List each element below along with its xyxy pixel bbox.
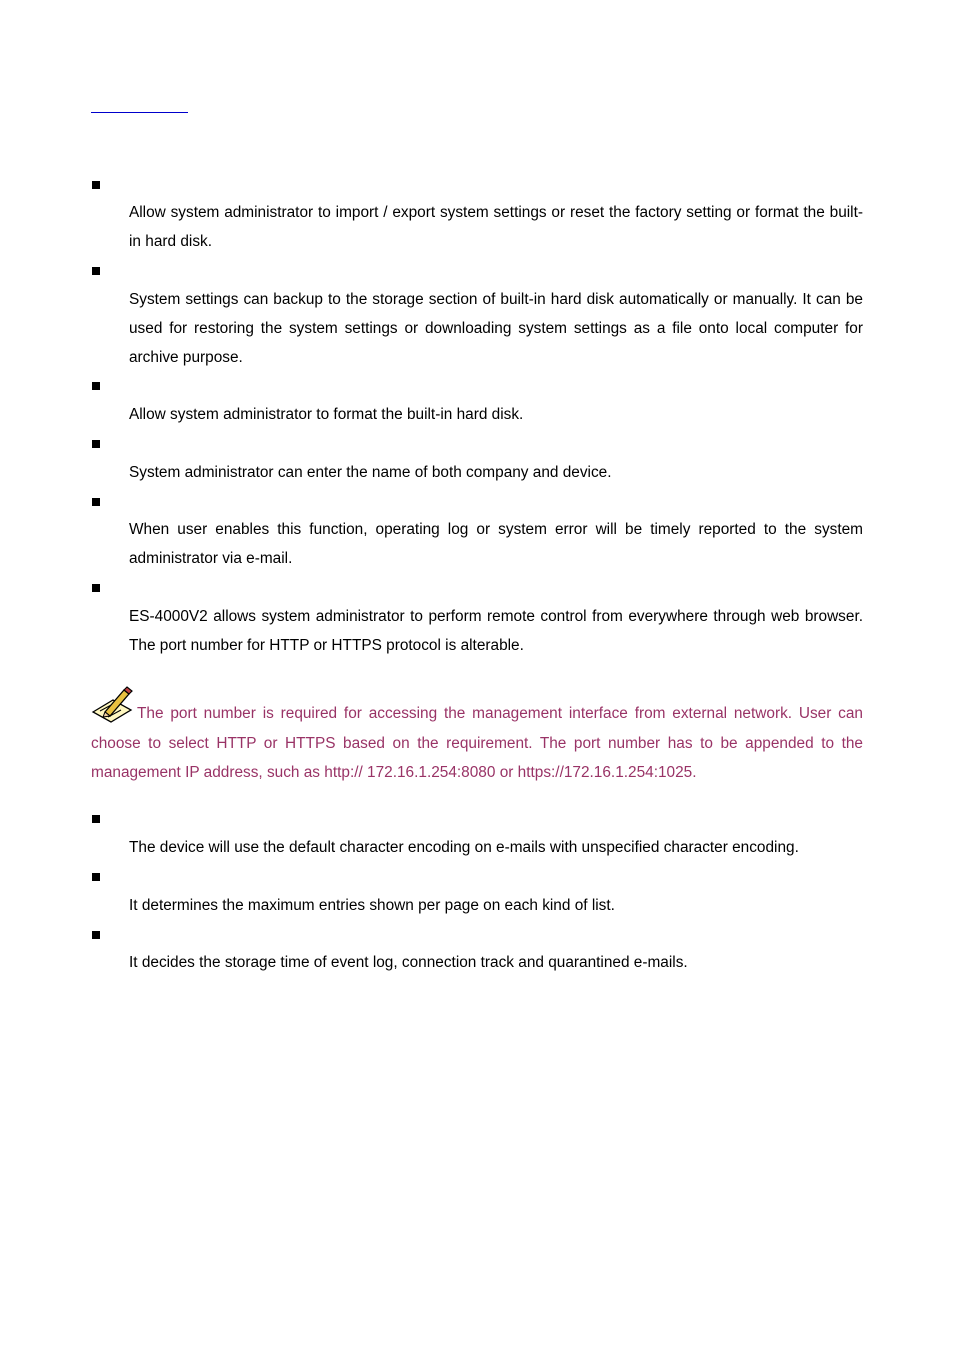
item-description: It decides the storage time of event log, connection track and quarantined e-mails.	[129, 954, 688, 971]
top-link-underline[interactable]	[91, 100, 188, 113]
square-bullet-icon	[92, 584, 100, 592]
square-bullet-icon	[92, 382, 100, 390]
note-text: The port number is required for accessing the management interface from external network. User can choose to select HTTP or HTTPS based on the requirement. The port number has to be appended to the management IP address, such as http:// 172.16.1.254:8080 or https://172.16.1.254:1025.	[91, 705, 863, 781]
item-description: When user enables this function, operating log or system error will be timely reported to the system administrator via e-mail.	[129, 521, 863, 567]
item-description: System administrator can enter the name of both company and device.	[129, 464, 612, 481]
note-paragraph	[91, 686, 863, 788]
item-description: ES-4000V2 allows system administrator to perform remote control from everywhere through web browser. The port number for HTTP or HTTPS protocol is alterable.	[129, 608, 863, 654]
square-bullet-icon	[92, 440, 100, 448]
item-description: Allow system administrator to import / export system settings or reset the factory setting or format the built-in hard disk.	[129, 204, 863, 250]
item-description: System settings can backup to the storage section of built-in hard disk automatically or manually. It can be used for restoring the system settings or downloading system settings as a file onto local computer for archive purpose.	[129, 291, 863, 366]
square-bullet-icon	[92, 873, 100, 881]
item-description: The device will use the default character encoding on e-mails with unspecified character encoding.	[129, 839, 799, 856]
item-description: Allow system administrator to format the built-in hard disk.	[129, 406, 524, 423]
item-description: It determines the maximum entries shown per page on each kind of list.	[129, 897, 615, 914]
square-bullet-icon	[92, 498, 100, 506]
square-bullet-icon	[92, 931, 100, 939]
square-bullet-icon	[92, 815, 100, 823]
square-bullet-icon	[92, 181, 100, 189]
square-bullet-icon	[92, 267, 100, 275]
pencil-note-icon	[91, 686, 133, 724]
